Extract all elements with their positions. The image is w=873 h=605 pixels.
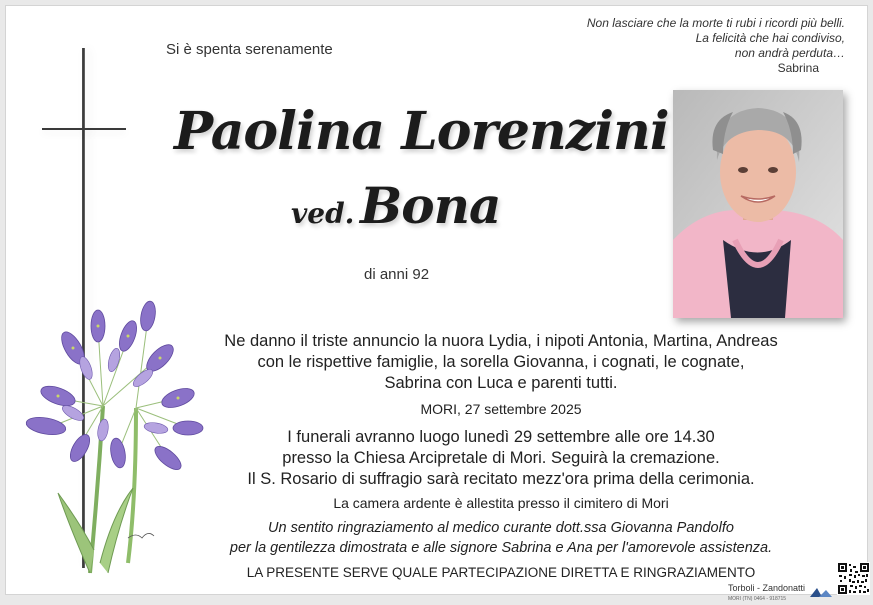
thanks-line: Un sentito ringraziamento al medico curante dott.ssa Giovanna Pandolfo <box>268 520 734 536</box>
announcement-line: con le rispettive famiglie, la sorella Giovanna, i cognati, le cognate, <box>257 353 745 371</box>
acknowledgement <box>201 518 801 558</box>
agency-name: Torboli - Zandonatti <box>728 583 806 593</box>
chapel-info: La camera ardente è allestita presso il cimitero di Mori <box>333 495 669 511</box>
deceased-name: Paolina Lorenzini <box>174 101 669 162</box>
quote-line: La felicità che hai condiviso, <box>695 31 845 45</box>
married-surname: Bona <box>360 176 501 235</box>
place-date: MORI, 27 settembre 2025 <box>420 401 582 417</box>
announcement-line: Sabrina con Luca e parenti tutti. <box>384 374 618 392</box>
obituary-notice <box>5 5 868 602</box>
memorial-quote <box>515 16 845 76</box>
thanks-line: per la gentilezza dimostrata e alle signore Sabrina e Ana per l'amorevole assistenza. <box>229 540 773 556</box>
widow-prefix: ved. <box>291 197 355 230</box>
announcement-line: Ne danno il triste annuncio la nuora Lydia, i nipoti Antonia, Martina, Andreas <box>224 332 778 350</box>
agapanthus-flower-illustration <box>18 288 218 588</box>
intro-text: Si è spenta serenamente <box>166 41 333 58</box>
funeral-line: presso la Chiesa Arcipretale di Mori. Seguirà la cremazione. <box>282 449 720 467</box>
announcement <box>201 331 801 394</box>
portrait-photo <box>673 90 843 318</box>
funeral-line: I funerali avranno luogo lunedì 29 settembre alle ore 14.30 <box>287 428 715 446</box>
footer-note: LA PRESENTE SERVE QUALE PARTECIPAZIONE DIRETTA E RINGRAZIAMENTO <box>246 565 756 580</box>
agency-details: MORI (TN) 0464 - 918715 <box>728 596 787 602</box>
deceased-age: di anni 92 <box>364 266 430 283</box>
cross-horizontal-beam <box>42 128 126 130</box>
quote-line: non andrà perduta… <box>734 46 845 60</box>
funeral-agency-logo <box>728 584 805 604</box>
funeral-line: Il S. Rosario di suffragio sarà recitato mezz'ora prima della cerimonia. <box>247 470 755 488</box>
qr-code-icon[interactable] <box>837 562 870 595</box>
agency-mark-icon <box>809 586 833 598</box>
married-name <box>291 176 500 235</box>
quote-line: Non lasciare che la morte ti rubi i ricordi più belli. <box>586 16 845 30</box>
quote-signature: Sabrina <box>777 61 819 75</box>
funeral-details <box>201 427 801 490</box>
